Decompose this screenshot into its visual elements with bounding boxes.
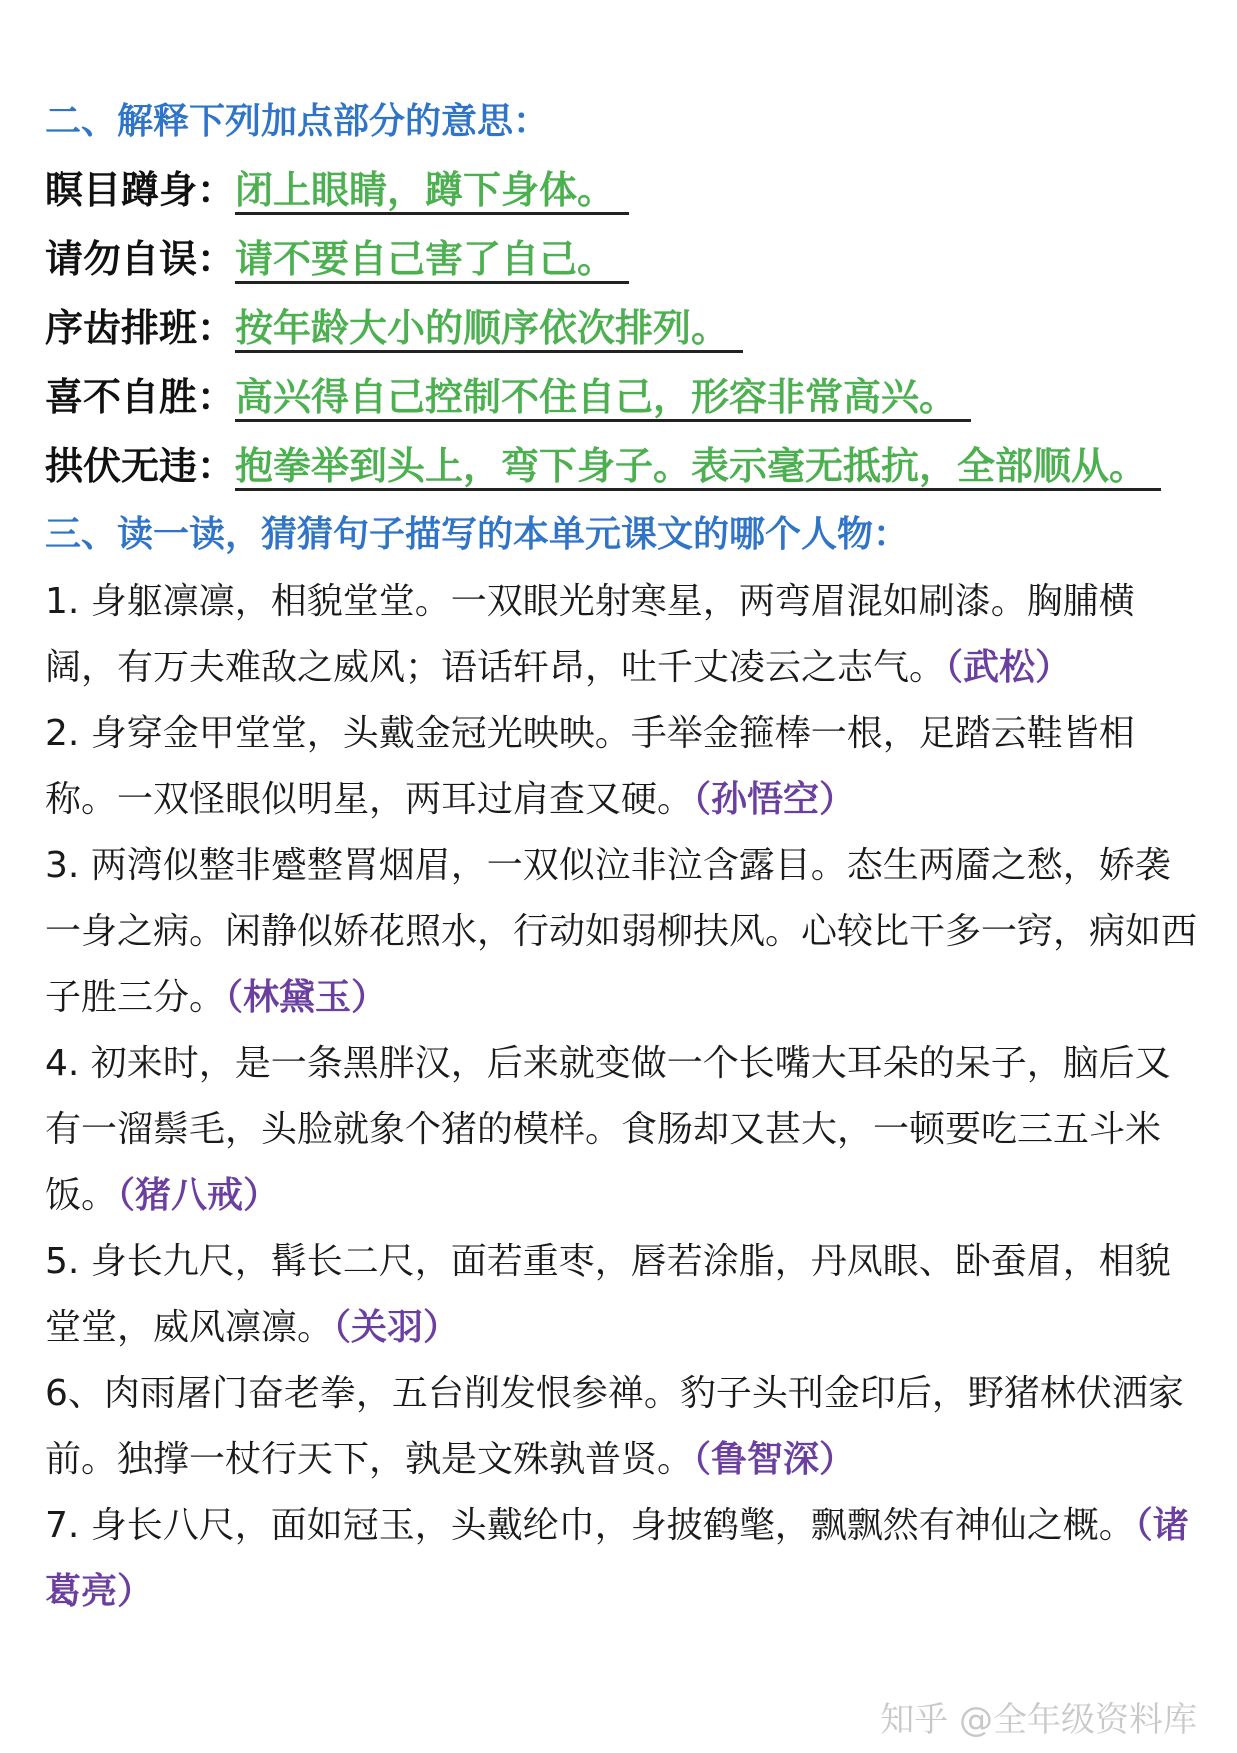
idiom-answer: 请不要自己害了自己。 (235, 237, 629, 284)
question-paragraph (45, 701, 1205, 833)
question-answer: （猪八戒） (117, 1175, 280, 1216)
idiom-row (45, 225, 1205, 294)
section-2-heading: 二、解释下列加点部分的意思： (45, 101, 550, 142)
question-text: 1. 身躯凛凛，相貌堂堂。一双眼光射寒星，两弯眉混如刷漆。胸脯横阔，有万夫难敌之威风；语话轩昂，吐千丈凌云之志气。 (45, 581, 1135, 688)
question-answer: （林黛玉） (225, 977, 388, 1018)
question-text: 7. 身长八尺，面如冠玉，头戴纶巾，身披鹤氅，飘飘然有神仙之概。 (45, 1505, 1135, 1546)
question-paragraph (45, 569, 1205, 701)
question-text: 3. 两湾似整非蹙整罥烟眉，一双似泣非泣含露目。态生两靥之愁，娇袭一身之病。闲静似娇花照水，行动如弱柳扶风。心较比干多一窍，病如西子胜三分。 (45, 845, 1198, 1018)
idiom-row (45, 156, 1205, 225)
idiom-term: 序齿排班： (45, 306, 236, 350)
worksheet-page (45, 88, 1205, 1625)
zhihu-watermark: 知乎 @全年级资料库 (880, 1700, 1197, 1740)
question-answer: （诸葛亮） (45, 1505, 1189, 1612)
idiom-row (45, 294, 1205, 363)
idiom-term: 请勿自误： (45, 237, 236, 281)
section-3-heading: 三、读一读，猜猜句子描写的本单元课文的哪个人物： (45, 514, 910, 555)
question-text: 6、肉雨屠门奋老拳，五台削发恨参禅。豹子头刊金印后，野猪林伏洒家前。独撑一杖行天下，孰是文殊孰普贤。 (45, 1373, 1184, 1480)
question-paragraph (45, 1361, 1205, 1493)
idiom-answer: 按年龄大小的顺序依次排列。 (235, 306, 743, 353)
idiom-answer: 抱拳举到头上，弯下身子。表示毫无抵抗，全部顺从。 (235, 444, 1161, 491)
question-text: 4. 初来时，是一条黑胖汉，后来就变做一个长嘴大耳朵的呆子，脑后又有一溜鬃毛，头脸就象个猪的模样。食肠却又甚大，一顿要吃三五斗米饭。 (45, 1043, 1171, 1216)
question-paragraph (45, 1493, 1205, 1625)
question-paragraph (45, 1229, 1205, 1361)
idiom-answer: 高兴得自己控制不住自己，形容非常高兴。 (235, 375, 971, 422)
idiom-term: 拱伏无违： (45, 444, 236, 488)
idiom-row (45, 432, 1205, 501)
idiom-row (45, 363, 1205, 432)
question-answer: （关羽） (333, 1307, 460, 1348)
question-answer: （孙悟空） (693, 779, 856, 820)
question-answer: （武松） (945, 647, 1072, 688)
idiom-term: 瞑目蹲身： (45, 168, 236, 212)
idiom-answer: 闭上眼睛，蹲下身体。 (235, 168, 629, 215)
question-text: 5. 身长九尺，髯长二尺，面若重枣，唇若涂脂，丹凤眼、卧蚕眉，相貌堂堂，威风凛凛。 (45, 1241, 1171, 1348)
question-paragraph (45, 833, 1205, 1031)
question-answer: （鲁智深） (693, 1439, 856, 1480)
question-paragraph (45, 1031, 1205, 1229)
question-text: 2. 身穿金甲堂堂，头戴金冠光映映。手举金箍棒一根，足踏云鞋皆相称。一双怪眼似明星，两耳过肩查又硬。 (45, 713, 1135, 820)
idiom-term: 喜不自胜： (45, 375, 236, 419)
